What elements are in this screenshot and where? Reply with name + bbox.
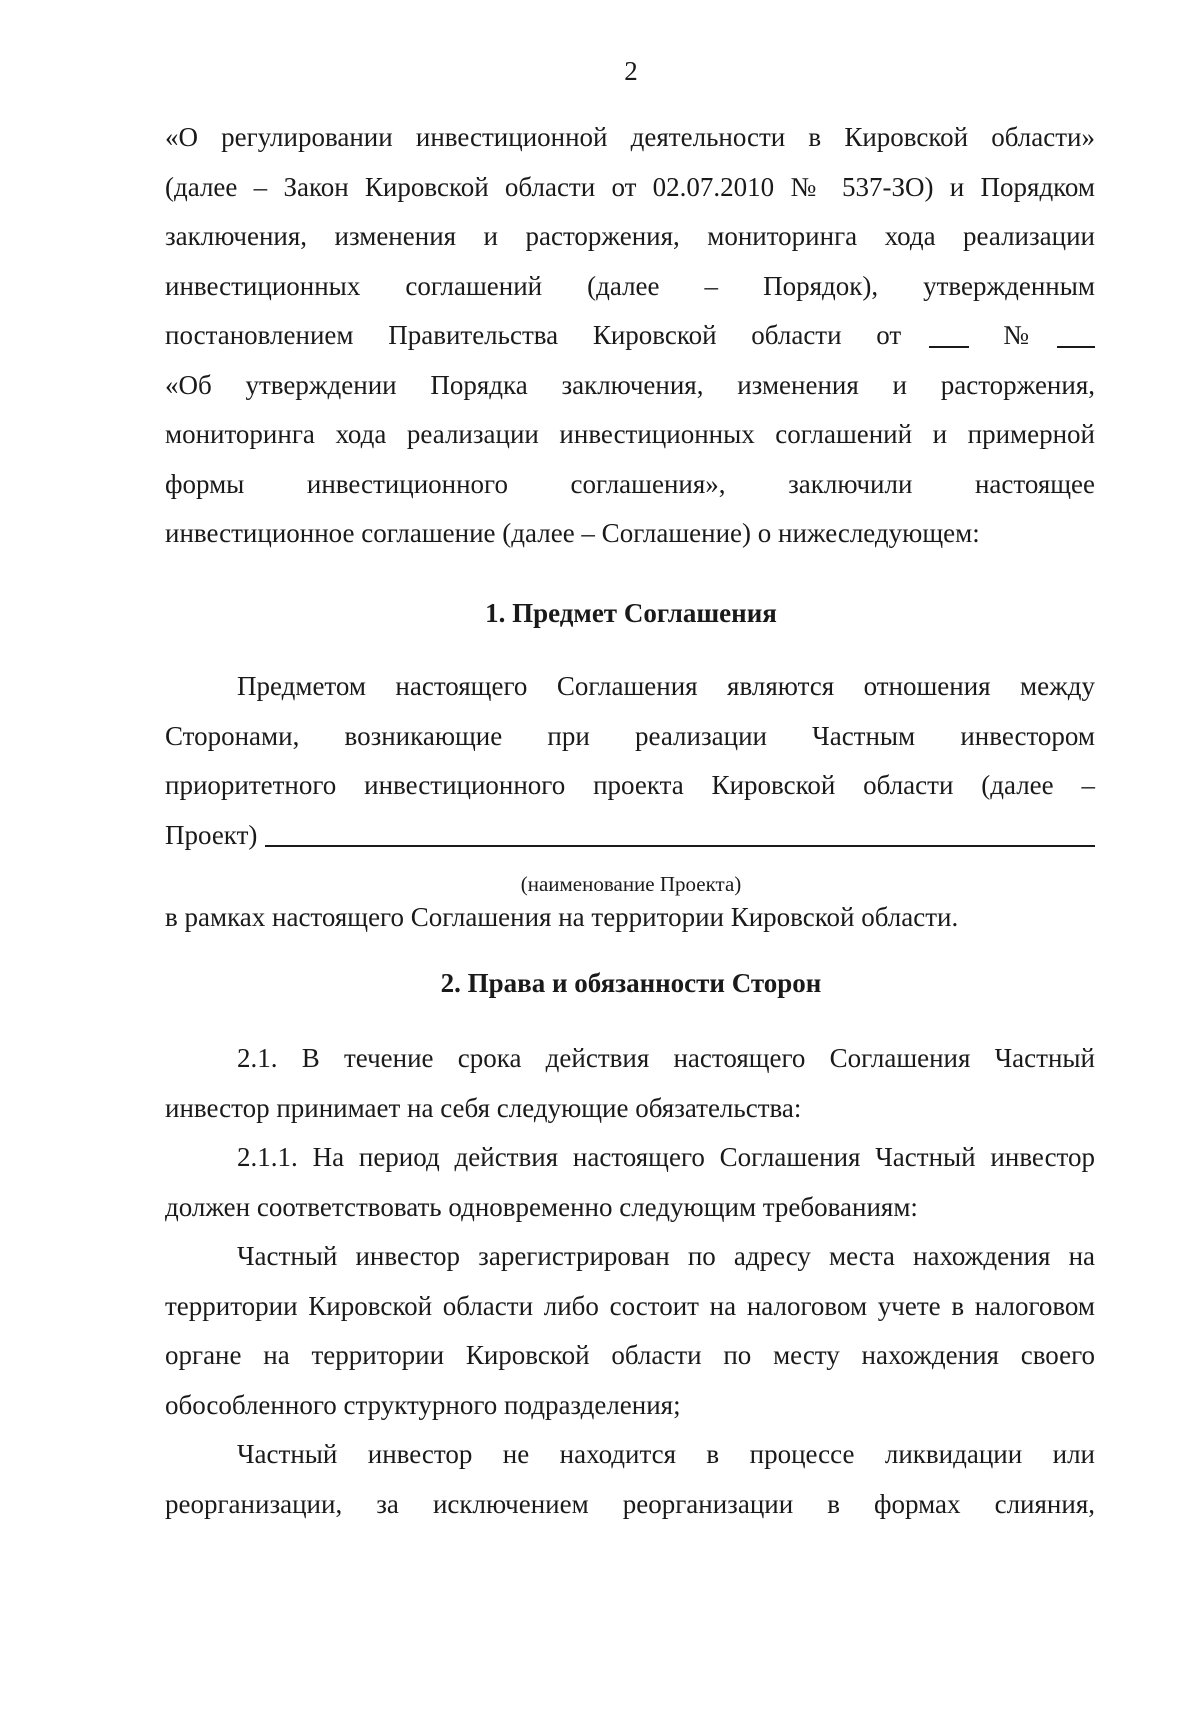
text-line: инвестиционных соглашений (далее – Порядок), утвержденным bbox=[165, 270, 1095, 301]
text-line: 2.1. В течение срока действия настоящего Соглашения Частный bbox=[237, 1043, 1095, 1073]
number-blank bbox=[1057, 324, 1095, 348]
text-line: в рамках настоящего Соглашения на территории Кировской области. bbox=[165, 902, 959, 932]
text-line: инвестор принимает на себя следующие обязательства: bbox=[165, 1092, 802, 1123]
blank-caption: (наименование Проекта) bbox=[520, 872, 742, 896]
text-line: заключения, изменения и расторжения, мониторинга хода реализации bbox=[165, 221, 1095, 251]
number-sign: № bbox=[1003, 320, 1029, 350]
text-line: реорганизации, за исключением реорганизации в формах слияния, bbox=[165, 1488, 1095, 1519]
text-line: 2.1.1. На период действия настоящего Соглашения Частный инвестор bbox=[237, 1142, 1095, 1172]
intro-paragraph bbox=[165, 113, 1095, 559]
text-line: Частный инвестор зарегистрирован по адресу места нахождения на bbox=[237, 1241, 1095, 1271]
text-line: «О регулировании инвестиционной деятельности в Кировской области» bbox=[165, 122, 1095, 152]
section2-paragraphs bbox=[165, 1034, 1095, 1529]
text-line: «Об утверждении Порядка заключения, изменения и расторжения, bbox=[165, 369, 1095, 400]
text-line: Предметом настоящего Соглашения являются отношения между bbox=[237, 671, 1095, 701]
text-line: территории Кировской области либо состоит на налоговом учете в налоговом bbox=[165, 1290, 1095, 1321]
project-name-blank bbox=[265, 823, 1095, 847]
text-line: Сторонами, возникающие при реализации Частным инвестором bbox=[165, 720, 1095, 751]
project-name-line bbox=[165, 811, 1095, 861]
section-heading: 2. Права и обязанности Сторон bbox=[440, 968, 822, 998]
page-number: 2 bbox=[624, 56, 638, 86]
text-line: Частный инвестор не находится в процессе ликвидации или bbox=[237, 1439, 1095, 1469]
text-line: формы инвестиционного соглашения», заключили настоящее bbox=[165, 468, 1095, 499]
text-line: Проект) bbox=[165, 819, 258, 850]
text-line: приоритетного инвестиционного проекта Кировской области (далее – bbox=[165, 770, 1095, 800]
text-line: мониторинга хода реализации инвестиционных соглашений и примерной bbox=[165, 419, 1095, 449]
section1-closing bbox=[165, 893, 1095, 943]
text-line-with-blanks bbox=[165, 311, 1095, 361]
section1-paragraph bbox=[165, 662, 1095, 860]
section-heading: 1. Предмет Соглашения bbox=[485, 598, 777, 628]
text-line: органе на территории Кировской области по месту нахождения своего bbox=[165, 1340, 1095, 1370]
text-line: постановлением Правительства Кировской области от bbox=[165, 320, 902, 350]
text-line: обособленного структурного подразделения; bbox=[165, 1389, 681, 1420]
text-line: (далее – Закон Кировской области от 02.07.2010 № 537-ЗО) и Порядком bbox=[165, 171, 1095, 202]
text-line: инвестиционное соглашение (далее – Соглашение) о нижеследующем: bbox=[165, 518, 980, 548]
text-line: должен соответствовать одновременно следующим требованиям: bbox=[165, 1191, 918, 1222]
date-blank bbox=[929, 324, 969, 348]
